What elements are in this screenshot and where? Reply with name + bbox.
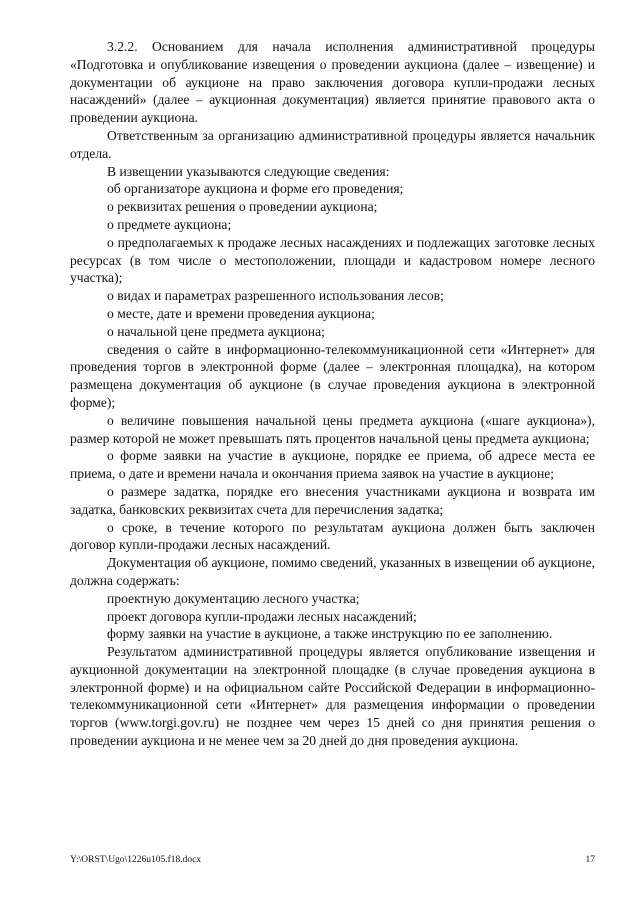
list-item: о сроке, в течение которого по результатам аукциона должен быть заключен договор купли-продажи лесных насаждений.: [70, 519, 595, 553]
list-item: проектную документацию лесного участка;: [107, 590, 360, 606]
list-item: о предполагаемых к продаже лесных насаждениях и подлежащих заготовке лесных ресурсах (в том числе о местоположении, площади и кадастровом номере лесного участка);: [70, 234, 595, 286]
footer-page-number: 17: [585, 855, 595, 865]
paragraph-basis: 3.2.2. Основанием для начала исполнения административной процедуры «Подготовка и опубликование извещения о проведении аукциона (далее – извещение) и документации об аукционе на право заключения договора купли-продажи лесных насаждений» (далее – аукционная документация) является принятие правового акта о проведении аукциона.: [70, 39, 595, 126]
paragraph-documentation-intro: Документация об аукционе, помимо сведений, указанных в извещении об аукционе, должна содержать:: [70, 555, 595, 588]
paragraph-notice-intro: В извещении указываются следующие сведения:: [107, 163, 390, 179]
list-item: о месте, дате и времени проведения аукциона;: [107, 305, 375, 321]
list-item: о начальной цене предмета аукциона;: [107, 323, 325, 339]
list-item: о размере задатка, порядке его внесения участниками аукциона и возврата им задатка, банковских реквизитах счета для перечисления задатка;: [70, 483, 595, 517]
list-item: о величине повышения начальной цены предмета аукциона («шаге аукциона»), размер которой не может превышать пять процентов начальной цены предмета аукциона;: [70, 412, 595, 446]
list-item: о предмете аукциона;: [107, 216, 232, 232]
list-item: форму заявки на участие в аукционе, а также инструкцию по ее заполнению.: [107, 626, 553, 642]
list-item: о видах и параметрах разрешенного использования лесов;: [107, 288, 444, 304]
list-item: проект договора купли-продажи лесных насаждений;: [107, 608, 417, 624]
list-item: сведения о сайте в информационно-телекоммуникационной сети «Интернет» для проведения торгов в электронной форме (далее – электронная площадка), на котором размещена документация об аукционе (в случае проведения аукциона в электронной форме);: [70, 341, 595, 410]
list-item: об организаторе аукциона и форме его проведения;: [107, 181, 404, 197]
paragraph-responsible: Ответственным за организацию административной процедуры является начальник отдела.: [70, 127, 595, 161]
paragraph-result: Результатом административной процедуры является опубликование извещения и аукционной документации на электронной площадке (в случае проведения аукциона в электронной форме) и на официальном сайте Российской Федерации в информационно-телекоммуникационной сети «Интернет» для размещения информации о проведении торгов (www.torgi.gov.ru) не позднее чем через 15 дней со дня принятия решения о проведении аукциона и не менее чем за 20 дней до дня проведения аукциона.: [70, 644, 595, 749]
document-body: [70, 38, 595, 750]
list-item: о форме заявки на участие в аукционе, порядке ее приема, об адресе места ее приема, о дате и времени начала и окончания приема заявок на участие в аукционе;: [70, 448, 595, 482]
list-item: о реквизитах решения о проведении аукциона;: [107, 199, 378, 215]
footer-file-path: Y:\ORST\Ugo\1226u105.f18.docx: [70, 855, 202, 865]
